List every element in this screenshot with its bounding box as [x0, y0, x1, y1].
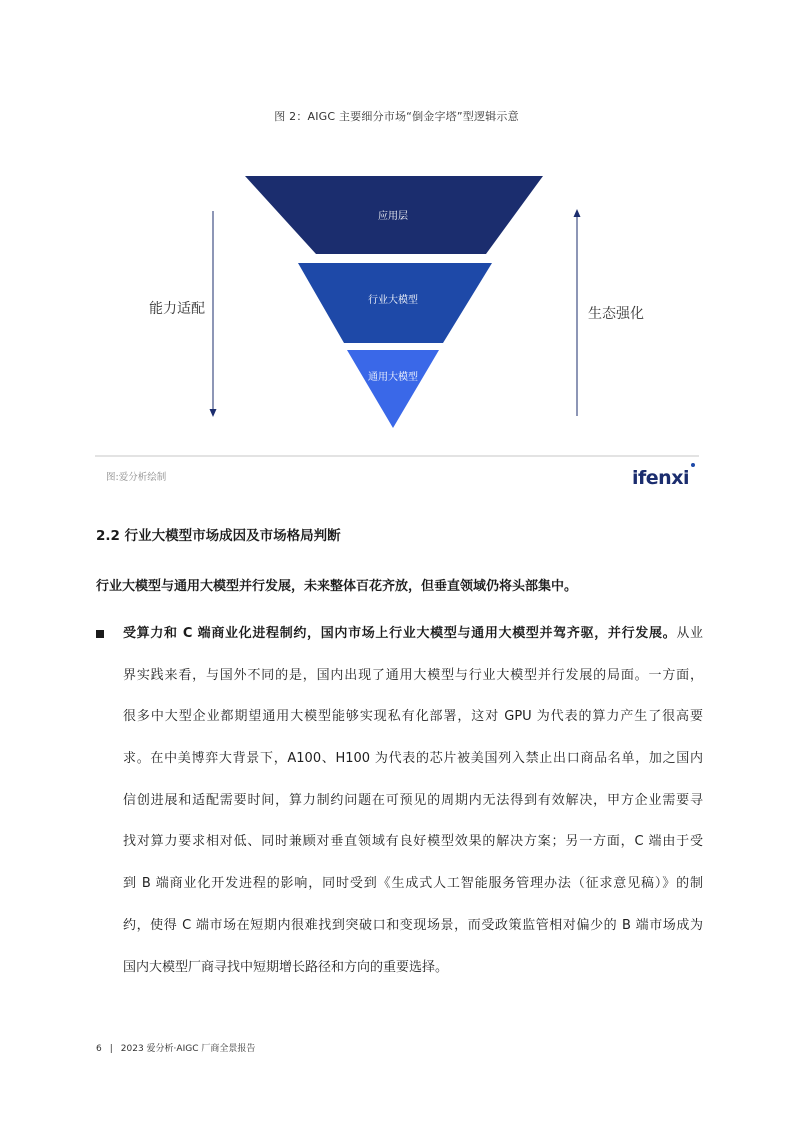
- paragraph-line: 信创进展和适配需要时间，算力制约问题在可预见的周期内无法得到有效解决，甲方企业需要寻: [123, 792, 703, 808]
- section-heading: 2.2 行业大模型市场成因及市场格局判断: [96, 528, 341, 544]
- body-paragraph: [123, 624, 703, 999]
- up-arrow-head: [574, 209, 581, 217]
- figure-caption: 图 2：AIGC 主要细分市场“倒金字塔”型逻辑示意: [274, 110, 519, 123]
- paragraph-line: 约，使得 C 端市场在短期内很难找到突破口和变现场景，而受政策监管相对偏少的 B 端市场成为: [123, 917, 703, 933]
- figure-source: 图:爱分析绘制: [106, 472, 167, 483]
- paragraph-line: 受算力和 C 端商业化进程制约，国内市场上行业大模型与通用大模型并驾齐驱，并行发展。从业: [123, 626, 703, 641]
- paragraph-line: 找对算力要求相对低、同时兼顾对垂直领域有良好模型效果的解决方案；另一方面，C 端由于受: [123, 834, 703, 850]
- logo-text: ifenxi: [632, 467, 689, 488]
- ifenxi-logo: [631, 460, 701, 488]
- paragraph-line: 求。在中美博弈大背景下，A100、H100 为代表的芯片被美国列入禁止出口商品名单，加之国内: [123, 751, 703, 767]
- page-number: 6: [96, 1044, 102, 1054]
- report-title: 2023 爱分析·AIGC 厂商全景报告: [120, 1044, 256, 1054]
- left-side-label: 能力适配: [149, 301, 205, 317]
- figure-divider: [95, 455, 699, 457]
- down-arrow-head: [210, 409, 217, 417]
- page-footer: [96, 1041, 255, 1054]
- layer-application-label: 应用层: [378, 211, 408, 222]
- layer-general-model-label: 通用大模型: [368, 372, 418, 383]
- paragraph-line: 国内大模型厂商寻找中短期增长路径和方向的重要选择。: [123, 959, 449, 975]
- bullet-square-icon: [96, 630, 104, 638]
- right-side-label: 生态强化: [588, 306, 644, 322]
- paragraph-bold-lead: 受算力和 C 端商业化进程制约，国内市场上行业大模型与通用大模型并驾齐驱，并行发展。: [123, 626, 677, 641]
- paragraph-line: 到 B 端商业化开发进程的影响，同时受到《生成式人工智能服务管理办法（征求意见稿）》的制: [123, 876, 703, 892]
- layer-industry-model-label: 行业大模型: [368, 295, 418, 306]
- section-lead: 行业大模型与通用大模型并行发展，未来整体百花齐放，但垂直领域仍将头部集中。: [96, 579, 578, 594]
- paragraph-line: 很多中大型企业都期望通用大模型能够实现私有化部署，这对 GPU 为代表的算力产生了很高要: [123, 709, 703, 725]
- paragraph-line: 界实践来看，与国外不同的是，国内出现了通用大模型与行业大模型并行发展的局面。一方面，: [123, 667, 703, 683]
- footer-separator: |: [109, 1044, 113, 1054]
- logo-spark-icon: [691, 463, 695, 467]
- inverted-pyramid-diagram: [0, 160, 793, 450]
- layer-general-model: [347, 350, 439, 428]
